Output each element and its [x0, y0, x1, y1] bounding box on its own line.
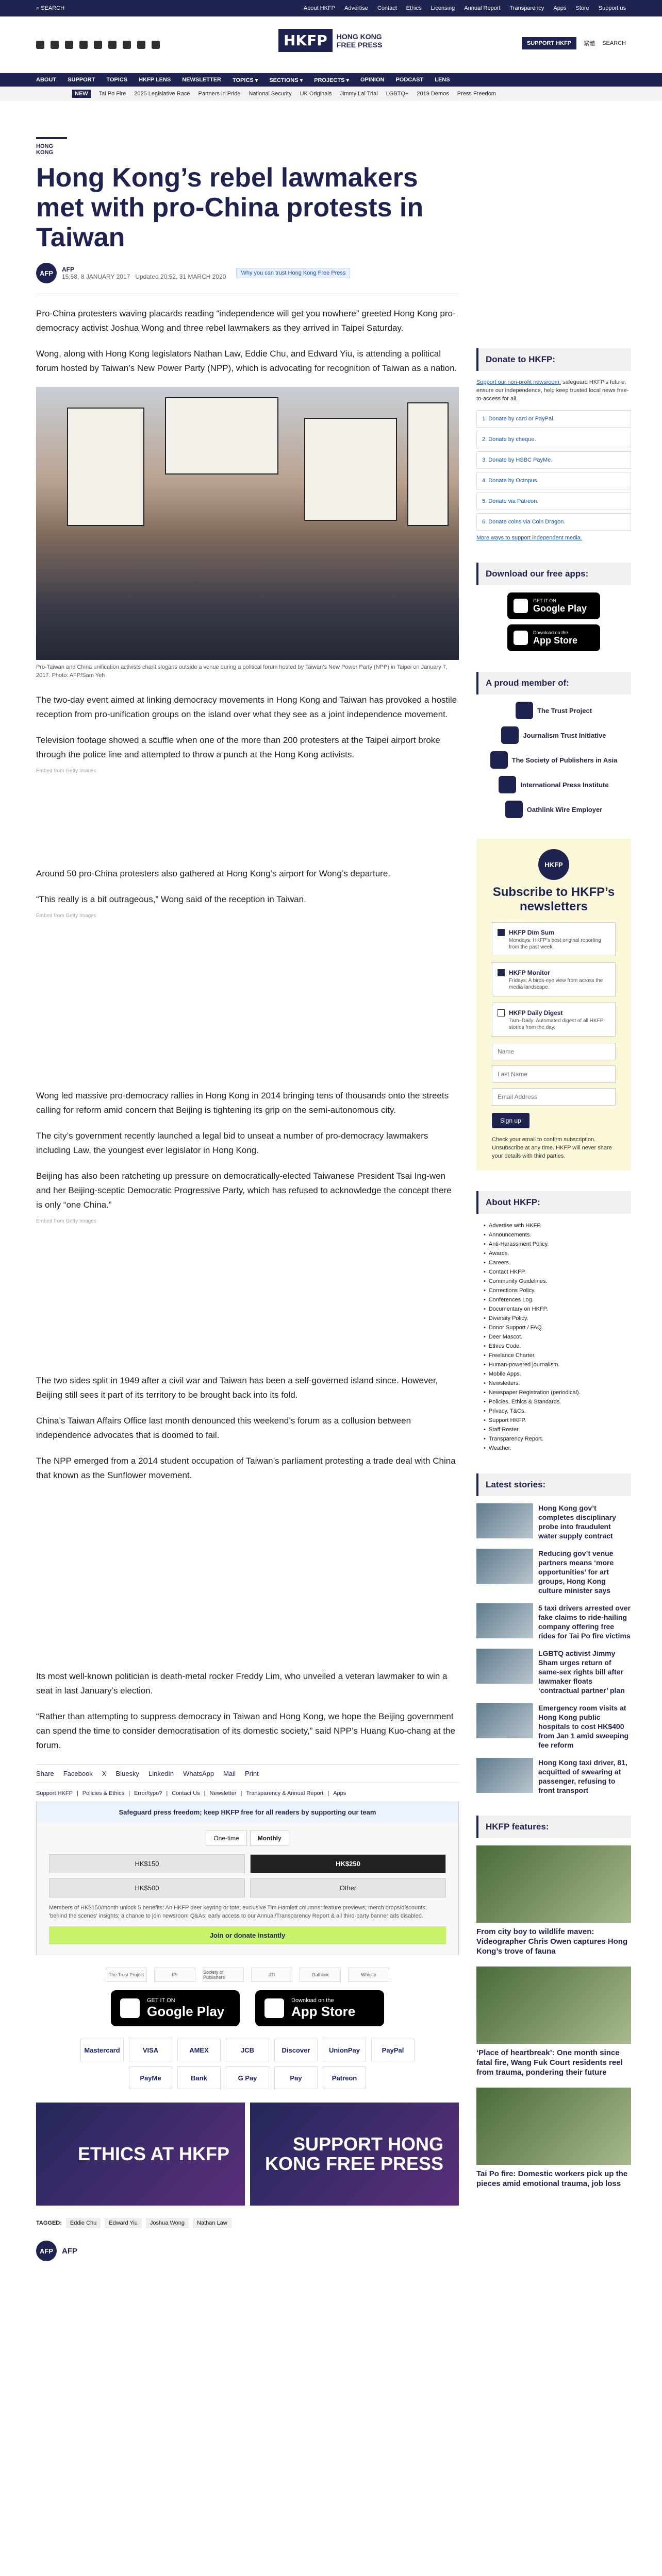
- share-facebook[interactable]: Facebook: [63, 1770, 93, 1777]
- facebook-icon[interactable]: [36, 41, 44, 49]
- tab-monthly[interactable]: Monthly: [250, 1831, 289, 1846]
- article-paragraph: Pro-China protesters waving placards reading “independence will get you nowhere” greeted Hong Kong pro-democracy activist Joshua Wong and three rebel lawmakers as they arrived in Taipei Saturday.: [36, 309, 456, 333]
- latest-story[interactable]: [476, 1603, 631, 1640]
- donate-method[interactable]: 2. Donate by cheque.: [476, 431, 631, 448]
- share-print[interactable]: Print: [244, 1770, 259, 1777]
- newsletter-option[interactable]: [492, 1003, 616, 1037]
- nav-item-topics-menu[interactable]: TOPICS ▾: [232, 77, 258, 83]
- article-headline: Hong Kong’s rebel lawmakers met with pro-China protests in Taiwan: [36, 163, 424, 252]
- trending-link[interactable]: Press Freedom: [457, 91, 496, 97]
- article-paragraph: The two sides split in 1949 after a civil war and Taiwan has been a self-governed island since. However, Beijing still sees it part of its territory to be brought back into its fold.: [36, 1376, 438, 1400]
- store-small-text: Download on the: [291, 1997, 334, 2004]
- join-donate-button[interactable]: Join or donate instantly: [49, 1926, 446, 1944]
- trending-link[interactable]: National Security: [249, 91, 292, 97]
- tags-label: TAGGED:: [36, 2220, 62, 2226]
- amount-option[interactable]: HK$500: [49, 1878, 245, 1897]
- newsletter-option-name: HKFP Dim Sum: [509, 929, 554, 936]
- partner-logo[interactable]: Whistle: [348, 1968, 389, 1982]
- member-label: International Press Institute: [520, 781, 609, 789]
- about-link[interactable]: • Documentary on HKFP.: [484, 1304, 631, 1314]
- sidebar-donate-text: [476, 378, 631, 403]
- about-link[interactable]: • Privacy, T&Cs.: [484, 1406, 631, 1416]
- article-paragraph: Television footage showed a scuffle when one of the more than 200 protesters at the Taipei airport broke through the police line and attempted to throw a punch at the Hong Kong activists.: [36, 735, 440, 759]
- topbar-link-transparency[interactable]: Transparency: [509, 5, 544, 11]
- topbar-link-ethics[interactable]: Ethics: [406, 5, 422, 11]
- latest-story[interactable]: [476, 1503, 631, 1540]
- sidebar-donate-link[interactable]: Support our non-profit newsroom:: [476, 379, 561, 385]
- share-mail[interactable]: Mail: [223, 1770, 236, 1777]
- member-logo[interactable]: [476, 702, 631, 719]
- masthead: [0, 16, 662, 73]
- about-link[interactable]: • Human-powered journalism.: [484, 1360, 631, 1369]
- about-link[interactable]: • Mobile Apps.: [484, 1369, 631, 1379]
- article-category[interactable]: HONG KONG: [36, 137, 67, 156]
- article-paragraph: “Rather than attempting to suppress democracy in Taiwan and Hong Kong, we hope the Beijing government can spend the time to consider democratisation of its domestic society,” said NPP’s Huang Kuo-chang at the forum.: [36, 1711, 455, 1750]
- newsletter-title: Subscribe to HKFP’s newsletters: [492, 885, 615, 913]
- article-paragraph: Wong led massive pro-democracy rallies in Hong Kong in 2014 bringing tens of thousands onto the streets calling for reform amid concern that Beijing is tightening its grip on the semi-autonomous city.: [36, 1091, 449, 1115]
- sidebar-about-title: About HKFP:: [476, 1191, 631, 1214]
- protest-sign: [165, 397, 278, 474]
- share-bar: [36, 1764, 459, 1783]
- bluesky-icon[interactable]: [94, 41, 102, 49]
- topbar-link-support[interactable]: Support us: [598, 5, 626, 11]
- site-logo[interactable]: [278, 29, 382, 52]
- donation-amounts: [37, 1854, 458, 1897]
- getty-embed-note[interactable]: Embed from Getty Images: [36, 1218, 96, 1224]
- partner-logo[interactable]: IPI: [154, 1968, 195, 1982]
- payment-logo: PayMe: [129, 2066, 172, 2089]
- newsletter-option-desc: Mondays: HKFP’s best original reporting from the past week.: [509, 938, 601, 950]
- sidebar-google-play[interactable]: [507, 592, 600, 619]
- nav-item-newsletter[interactable]: NEWSLETTER: [182, 77, 221, 83]
- newsletter-option-name: HKFP Monitor: [509, 969, 550, 976]
- article-paragraph: The two-day event aimed at linking democracy movements in Hong Kong and Taiwan has provoked a hostile reception from pro-unification groups on the island over what they see as a joint independence movement.: [36, 695, 457, 719]
- newsletter-note: Check your email to confirm subscription. Unsubscribe at any time. HKFP will never share your details with third parties.: [492, 1137, 612, 1159]
- language-switch[interactable]: 繁體: [584, 41, 595, 47]
- payment-logo: VISA: [129, 2039, 172, 2061]
- page-main: [0, 101, 662, 2261]
- payment-logo: AMEX: [177, 2039, 221, 2061]
- topbar-link-licensing[interactable]: Licensing: [431, 5, 455, 11]
- logo-text-line-2: FREE PRESS: [336, 40, 383, 49]
- newsletter-badge: HKFP: [538, 849, 569, 880]
- nav-item-sections-menu[interactable]: SECTIONS ▾: [269, 77, 303, 83]
- feature-story[interactable]: [476, 2088, 631, 2189]
- about-link[interactable]: • Freelance Charter.: [484, 1351, 631, 1360]
- trending-link[interactable]: Partners in Pride: [198, 91, 241, 97]
- about-link[interactable]: • Announcements.: [484, 1230, 631, 1240]
- trending-link[interactable]: Jimmy Lai Trial: [340, 91, 378, 97]
- about-link[interactable]: • Staff Roster.: [484, 1425, 631, 1434]
- member-logo[interactable]: [476, 726, 631, 744]
- newsletter-widget: [476, 839, 631, 1171]
- about-link[interactable]: • Newsletters.: [484, 1379, 631, 1388]
- tab-one-time[interactable]: One-time: [206, 1831, 246, 1846]
- donation-heading: Safeguard press freedom; keep HKFP free for all readers by supporting our team: [37, 1802, 458, 1822]
- member-logo-icon: [505, 801, 523, 818]
- about-link[interactable]: • Newspaper Registration (periodical).: [484, 1388, 631, 1397]
- search-link[interactable]: ⌕ SEARCH: [36, 5, 65, 11]
- member-logo-icon: [490, 751, 508, 769]
- about-link[interactable]: • Community Guidelines.: [484, 1277, 631, 1286]
- support-hkfp-button[interactable]: SUPPORT HKFP: [522, 37, 576, 49]
- article-paragraph: China’s Taiwan Affairs Office last month denounced this weekend’s forum as a collusion between independence advocates that is doomed to fail.: [36, 1416, 411, 1440]
- store-big-text: App Store: [533, 635, 578, 646]
- publish-date: 15:58, 8 JANUARY 2017: [62, 273, 130, 280]
- logo-wordmark: [337, 32, 383, 49]
- share-linkedin[interactable]: LinkedIn: [148, 1770, 174, 1777]
- footer-link[interactable]: Apps: [333, 1790, 346, 1797]
- partner-logos: [36, 1968, 459, 1982]
- social-icons: [36, 41, 160, 49]
- story-title: Hong Kong gov’t completes disciplinary probe into fraudulent water supply contract: [538, 1504, 616, 1540]
- trending-bar: [0, 87, 662, 101]
- article-paragraph: The NPP emerged from a 2014 student occupation of Taiwan’s parliament protesting a trade deal with China that known as the Sunflower movement.: [36, 1456, 456, 1480]
- apple-icon: [264, 1998, 284, 2018]
- about-link[interactable]: • Weather.: [484, 1444, 631, 1453]
- member-label: Journalism Trust Initiative: [523, 731, 606, 739]
- linkedin-icon[interactable]: [137, 41, 145, 49]
- donate-method[interactable]: 3. Donate by HSBC PayMe.: [476, 451, 631, 469]
- member-label: The Trust Project: [537, 706, 592, 715]
- store-big-text: Google Play: [147, 2003, 225, 2019]
- share-bluesky[interactable]: Bluesky: [115, 1770, 139, 1777]
- google-play-icon: [120, 1998, 140, 2018]
- member-logo[interactable]: [476, 801, 631, 818]
- last-name-input[interactable]: Last Name: [492, 1065, 616, 1083]
- member-logo-icon: [501, 726, 519, 744]
- member-label: Oathlink Wire Employer: [526, 805, 603, 814]
- article-paragraph: “This really is a bit outrageous,” Wong said of the reception in Taiwan.: [36, 894, 306, 904]
- story-thumbnail: [476, 1758, 533, 1793]
- about-link[interactable]: • Deer Mascot.: [484, 1332, 631, 1342]
- story-thumbnail: [476, 1503, 533, 1538]
- author-box: [36, 2241, 459, 2261]
- feature-story[interactable]: [476, 1845, 631, 1956]
- story-thumbnail: [476, 1703, 533, 1738]
- amount-other[interactable]: Other: [250, 1878, 446, 1897]
- membership-perks: Members of HK$150/month unlock 5 benefits: An HKFP deer keyring or tote; exclusive Tim Hamlett columns; feature previews; merch drops/discounts; 'behind the scenes' insights; a chance to join newsroom Q&As; early access to our Annual/Transparency Report & all third-party banner ads disabled.: [49, 1905, 427, 1919]
- nav-item-podcast[interactable]: PODCAST: [395, 77, 424, 83]
- newsletter-option[interactable]: [492, 922, 616, 956]
- ethics-promo[interactable]: ETHICS AT HKFP: [36, 2103, 245, 2206]
- threads-icon[interactable]: [79, 41, 88, 49]
- logo-mark: HKFP: [278, 29, 333, 52]
- getty-embed: [36, 934, 459, 1089]
- protest-sign: [304, 418, 397, 521]
- new-badge: NEW: [72, 90, 91, 98]
- payment-methods: [36, 2039, 459, 2089]
- about-link[interactable]: • Ethics Code.: [484, 1342, 631, 1351]
- trending-link[interactable]: LGBTQ+: [386, 91, 409, 97]
- newsletter-option[interactable]: [492, 962, 616, 996]
- donate-method[interactable]: 4. Donate by Octopus.: [476, 472, 631, 489]
- article-footer-links: Support HKFP | Policies & Ethics | Error/typo? | Contact Us | Newsletter | Transparency & Annual Report | Apps: [36, 1790, 346, 1797]
- email-input[interactable]: Email Address: [492, 1088, 616, 1106]
- donation-frequency-tabs: [37, 1831, 458, 1846]
- article-paragraph: Beijing has also been ratcheting up pressure on democratically-elected Taiwanese President Tsai Ing-wen and her Beijing-sceptic Democratic Progressive Party, which has refused to acknowledge the concept there is only “one China.”: [36, 1171, 452, 1210]
- tag[interactable]: Eddie Chu: [66, 2218, 101, 2228]
- signup-button[interactable]: Sign up: [492, 1113, 529, 1128]
- google-play-icon: [514, 599, 528, 613]
- partner-logo[interactable]: Society of Publishers: [203, 1968, 244, 1982]
- payment-logo: G Pay: [226, 2066, 269, 2089]
- article-tags: [36, 2218, 459, 2228]
- latest-story[interactable]: [476, 1703, 631, 1750]
- store-small-text: Download on the: [533, 630, 568, 635]
- about-links: [476, 1221, 631, 1453]
- tag[interactable]: Joshua Wong: [146, 2218, 189, 2228]
- apple-icon: [514, 631, 528, 645]
- payment-logo: Patreon: [323, 2066, 366, 2089]
- sidebar: [476, 137, 631, 2261]
- payment-logo: Discover: [274, 2039, 318, 2061]
- sidebar-donate-body: safeguard HKFP’s future, ensure our independence, help keep trusted local news free-to-access for all.: [476, 379, 629, 402]
- topbar-link-annual-report[interactable]: Annual Report: [464, 5, 501, 11]
- checkbox-checked[interactable]: [498, 929, 505, 936]
- masthead-search[interactable]: SEARCH: [602, 40, 626, 46]
- amount-option[interactable]: HK$150: [49, 1854, 245, 1873]
- nav-item-topics[interactable]: TOPICS: [106, 77, 128, 83]
- sidebar-features-title: HKFP features:: [476, 1816, 631, 1838]
- store-small-text: GET IT ON: [533, 598, 556, 603]
- partner-logo[interactable]: JTI: [251, 1968, 292, 1982]
- byline-meta: [62, 266, 226, 280]
- about-link[interactable]: • Diversity Policy.: [484, 1314, 631, 1323]
- donate-method[interactable]: 6. Donate coins via Coin Dragon.: [476, 513, 631, 531]
- newsletter-option-desc: 7am–Daily: Automated digest of all HKFP stories from the day.: [509, 1018, 604, 1030]
- instagram-icon[interactable]: [65, 41, 73, 49]
- about-link[interactable]: • Transparency Report.: [484, 1434, 631, 1444]
- x-icon[interactable]: [51, 41, 59, 49]
- getty-embed: [36, 789, 459, 867]
- latest-story[interactable]: [476, 1758, 631, 1795]
- payment-logo: UnionPay: [323, 2039, 366, 2061]
- share-whatsapp[interactable]: WhatsApp: [183, 1770, 214, 1777]
- story-title: 5 taxi drivers arrested over fake claims to ride-hailing company offering free rides for Tai Po fire victims: [538, 1604, 631, 1640]
- author-name[interactable]: AFP: [62, 266, 74, 273]
- rss-icon[interactable]: [152, 41, 160, 49]
- newsletter-option-name: HKFP Daily Digest: [509, 1009, 563, 1016]
- story-thumbnail: [476, 1603, 533, 1638]
- footer-link[interactable]: Error/typo?: [134, 1790, 162, 1797]
- sidebar-latest-title: Latest stories:: [476, 1473, 631, 1496]
- getty-embed: [36, 1240, 459, 1374]
- sidebar-member-title: A proud member of:: [476, 672, 631, 694]
- about-link[interactable]: • Advertise with HKFP.: [484, 1221, 631, 1230]
- photo-caption: Pro-Taiwan and China unification activists chant slogans outside a venue during a political forum hosted by Taiwan’s New Power Party (NPP) in Taipei on January 7, 2017. Photo: AFP/Sam Yeh: [36, 664, 448, 679]
- story-thumbnail: [476, 1649, 533, 1684]
- about-link[interactable]: • Awards.: [484, 1249, 631, 1258]
- feature-title: Tai Po fire: Domestic workers pick up the pieces amid emotional trauma, job loss: [476, 2170, 628, 2188]
- donation-widget: [36, 1802, 459, 1955]
- getty-embed: [36, 1494, 459, 1669]
- about-link[interactable]: • Support HKFP.: [484, 1416, 631, 1425]
- latest-story[interactable]: [476, 1649, 631, 1695]
- article-paragraph: Its most well-known politician is death-metal rocker Freddy Lim, who unveiled a veteran lawmaker to win a seat in last January’s election.: [36, 1671, 448, 1696]
- article-paragraph: The city’s government recently launched a legal bid to unseat a number of pro-democracy lawmakers including Law, the youngest ever legislator in Hong Kong.: [36, 1131, 428, 1155]
- updated-date: Updated 20:52, 31 MARCH 2020: [135, 273, 226, 280]
- story-thumbnail: [476, 1549, 533, 1584]
- payment-logo: Bank: [177, 2066, 221, 2089]
- donate-methods: [476, 410, 631, 531]
- mail-icon[interactable]: [123, 41, 131, 49]
- main-nav: [0, 73, 662, 87]
- topbar-link-about[interactable]: About HKFP: [303, 5, 336, 11]
- article: [36, 137, 459, 2261]
- footer-link[interactable]: Support HKFP: [36, 1790, 73, 1797]
- nav-item-opinion[interactable]: OPINION: [360, 77, 385, 83]
- nav-item-lens[interactable]: HKFP LENS: [139, 77, 171, 83]
- article-photo[interactable]: [36, 387, 459, 660]
- trending-link[interactable]: 2019 Demos: [417, 91, 449, 97]
- payment-logo: Mastercard: [80, 2039, 124, 2061]
- author-box-name[interactable]: AFP: [62, 2246, 77, 2256]
- nav-item-about[interactable]: ABOUT: [36, 77, 57, 83]
- member-logo-icon: [499, 776, 516, 793]
- payment-logo: JCB: [226, 2039, 269, 2061]
- app-store-buttons: [36, 1990, 459, 2026]
- member-label: The Society of Publishers in Asia: [511, 756, 618, 764]
- store-small-text: GET IT ON: [147, 1997, 175, 2004]
- member-logo-icon: [516, 702, 533, 719]
- nav-item-lens-2[interactable]: LENS: [435, 77, 450, 83]
- amount-option-selected[interactable]: HK$250: [250, 1854, 446, 1873]
- about-link[interactable]: • Donor Support / FAQ.: [484, 1323, 631, 1332]
- about-link[interactable]: • Careers.: [484, 1258, 631, 1267]
- share-x[interactable]: X: [102, 1770, 107, 1777]
- footer-link[interactable]: Newsletter: [209, 1790, 237, 1797]
- story-title: Emergency room visits at Hong Kong public hospitals to cost HK$400 from Jan 1 amid sweeping fee reform: [538, 1704, 629, 1749]
- byline: [36, 263, 459, 283]
- topbar-link-store[interactable]: Store: [575, 5, 589, 11]
- footer-link[interactable]: Policies & Ethics: [82, 1790, 125, 1797]
- feature-title: ‘Place of heartbreak’: One month since fatal fire, Wang Fuk Court residents reel from trauma, pondering their future: [476, 2048, 623, 2077]
- author-avatar[interactable]: AFP: [36, 263, 57, 283]
- store-big-text: App Store: [291, 2003, 356, 2019]
- getty-embed-note[interactable]: Embed from Getty Images: [36, 913, 96, 919]
- sidebar-apps-title: Download our free apps:: [476, 563, 631, 585]
- byline-dates: [62, 273, 226, 280]
- sidebar-donate-title: Donate to HKFP:: [476, 348, 631, 371]
- article-paragraph: Around 50 pro-China protesters also gathered at Hong Kong’s airport for Wong’s departure.: [36, 869, 391, 878]
- story-title: LGBTQ activist Jimmy Sham urges return of same-sex rights bill after lawmaker floats ‘contractual partner’ plan: [538, 1649, 625, 1694]
- search-label: SEARCH: [41, 5, 65, 11]
- trending-link[interactable]: UK Originals: [300, 91, 332, 97]
- about-link[interactable]: • Corrections Policy.: [484, 1286, 631, 1295]
- topbar-link-contact[interactable]: Contact: [377, 5, 397, 11]
- member-logo[interactable]: [476, 776, 631, 793]
- partner-logo[interactable]: Oathlink: [300, 1968, 341, 1982]
- about-link[interactable]: • Policies, Ethics & Standards.: [484, 1397, 631, 1406]
- app-store-button[interactable]: [255, 1990, 384, 2026]
- store-big-text: Google Play: [533, 603, 587, 614]
- trust-link[interactable]: Why you can trust Hong Kong Free Press: [236, 268, 350, 278]
- about-link[interactable]: • Contact HKFP.: [484, 1267, 631, 1277]
- story-title: Hong Kong taxi driver, 81, acquitted of swearing at passenger, refusing to front transport: [538, 1758, 627, 1794]
- author-box-avatar[interactable]: AFP: [36, 2241, 57, 2261]
- topbar-link-apps[interactable]: Apps: [553, 5, 567, 11]
- more-ways-link[interactable]: More ways to support independent media.: [476, 535, 582, 541]
- nav-item-support[interactable]: SUPPORT: [68, 77, 95, 83]
- feature-image: [476, 1845, 631, 1923]
- checkbox-checked[interactable]: [498, 969, 505, 976]
- top-utility-bar: [0, 0, 662, 16]
- name-input[interactable]: Name: [492, 1043, 616, 1060]
- feature-story[interactable]: [476, 1967, 631, 2077]
- footer-link[interactable]: Transparency & Annual Report: [246, 1790, 324, 1797]
- checkbox[interactable]: [498, 1009, 505, 1016]
- member-logo[interactable]: [476, 751, 631, 769]
- youtube-icon[interactable]: [108, 41, 117, 49]
- support-promo[interactable]: SUPPORT HONG KONG FREE PRESS: [250, 2103, 459, 2206]
- protest-sign: [407, 402, 449, 526]
- share-label: Share: [36, 1770, 54, 1777]
- trending-link[interactable]: Tai Po Fire: [98, 91, 126, 97]
- partner-logo[interactable]: The Trust Project: [106, 1968, 147, 1982]
- payment-logo: PayPal: [371, 2039, 415, 2061]
- donate-method[interactable]: 1. Donate by card or PayPal.: [476, 410, 631, 428]
- trending-link[interactable]: 2025 Legislative Race: [134, 91, 190, 97]
- google-play-button[interactable]: [111, 1990, 240, 2026]
- promo-banners: [36, 2103, 459, 2206]
- about-link[interactable]: • Anti-Harassment Policy.: [484, 1240, 631, 1249]
- donate-method[interactable]: 5. Donate via Patreon.: [476, 493, 631, 510]
- getty-embed-note[interactable]: Embed from Getty Images: [36, 768, 96, 774]
- feature-image: [476, 2088, 631, 2165]
- article-paragraph: Wong, along with Hong Kong legislators Nathan Law, Eddie Chu, and Edward Yiu, is attending a political forum hosted by Taiwan’s New Power Party (NPP), which is advocating for recognition of Taiwan as a nation.: [36, 349, 457, 373]
- topbar-link-advertise[interactable]: Advertise: [344, 5, 368, 11]
- sidebar-app-store[interactable]: [507, 624, 600, 651]
- feature-title: From city boy to wildlife maven: Videographer Chris Owen captures Hong Kong’s trove of fauna: [476, 1927, 628, 1956]
- masthead-actions: [522, 37, 626, 49]
- nav-item-projects-menu[interactable]: PROJECTS ▾: [314, 77, 349, 83]
- about-link[interactable]: • Conferences Log.: [484, 1295, 631, 1304]
- tag[interactable]: Edward Yiu: [105, 2218, 142, 2228]
- story-title: Reducing gov’t venue partners means ‘more opportunities’ for art groups, Hong Kong culture minister says: [538, 1549, 614, 1595]
- footer-link[interactable]: Contact Us: [172, 1790, 200, 1797]
- feature-image: [476, 1967, 631, 2044]
- latest-story[interactable]: [476, 1549, 631, 1595]
- tag[interactable]: Nathan Law: [193, 2218, 231, 2228]
- payment-logo: Pay: [274, 2066, 318, 2089]
- logo-text-line-1: HONG KONG: [336, 32, 382, 41]
- newsletter-option-desc: Fridays: A birds-eye view from across the media landscape.: [509, 978, 603, 990]
- protest-sign: [67, 408, 144, 526]
